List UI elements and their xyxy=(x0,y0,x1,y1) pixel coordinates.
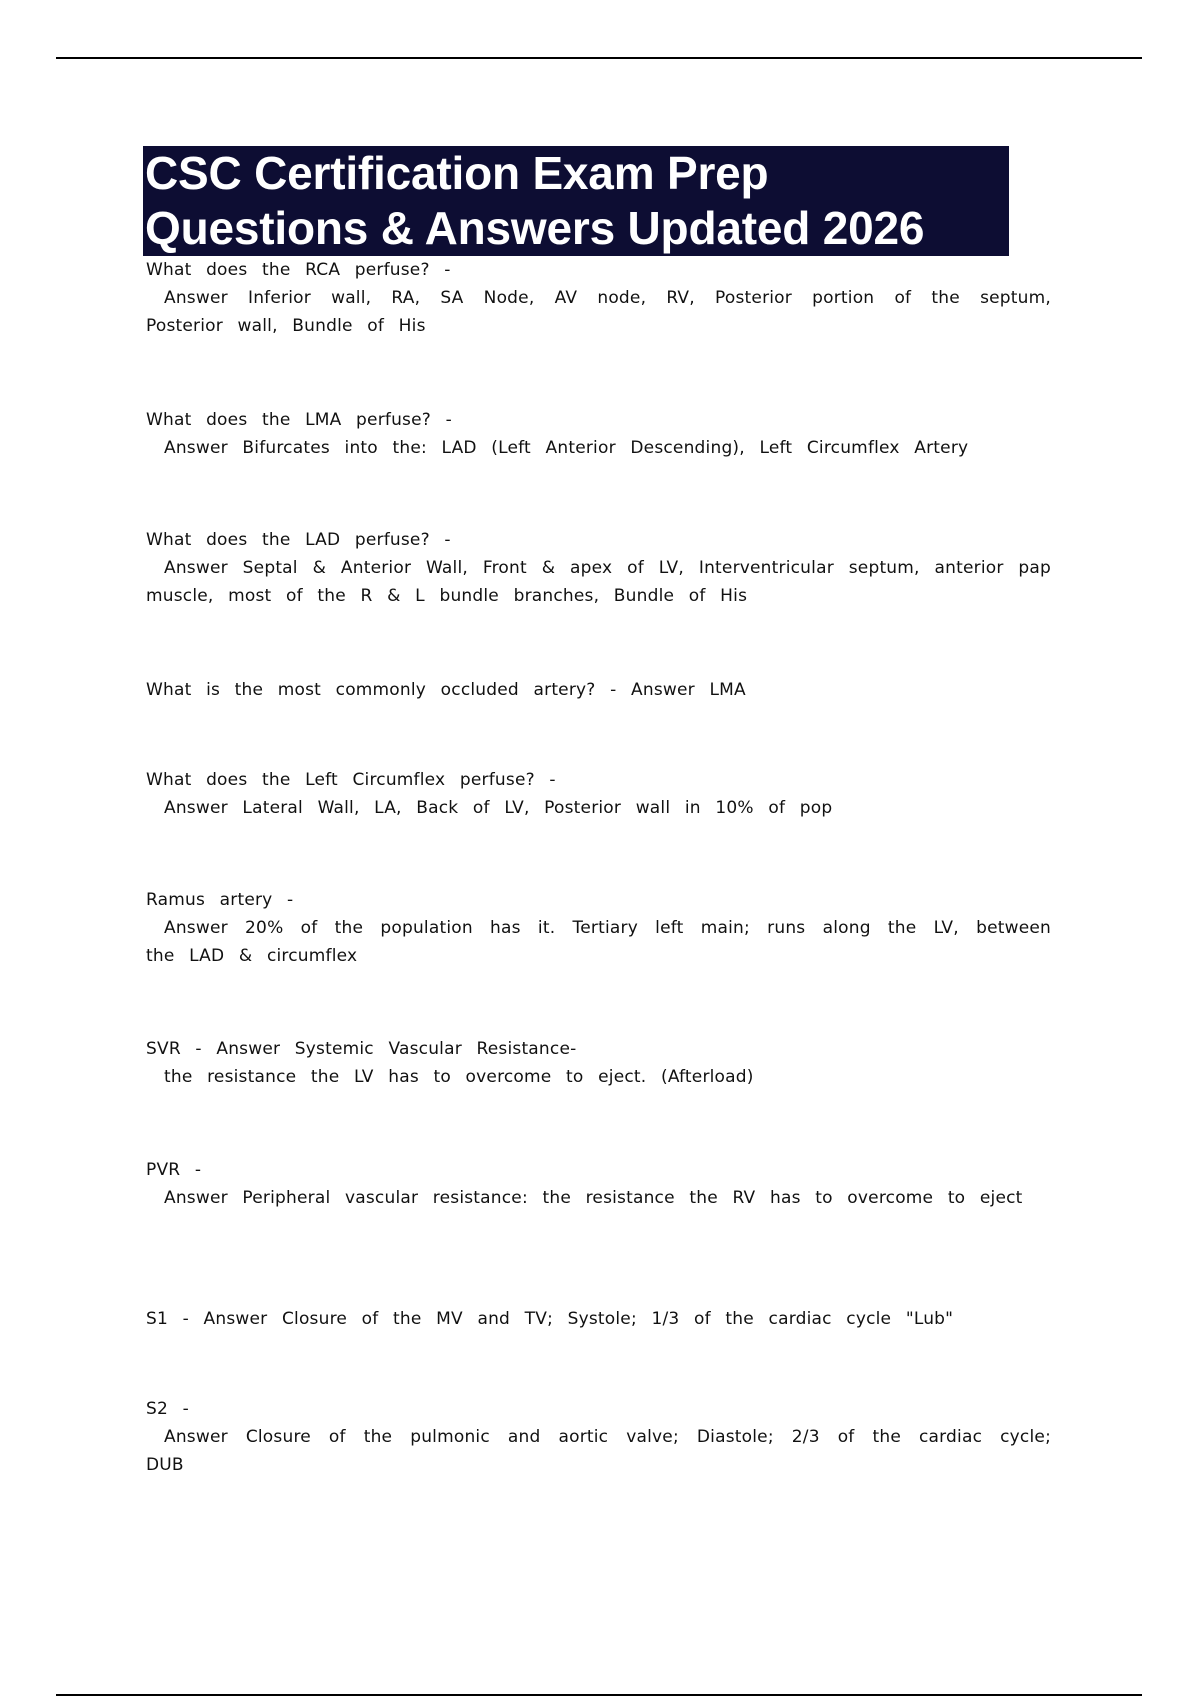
answer-text: the resistance the LV has to overcome to eject. (Afterload) xyxy=(164,1067,754,1087)
question-text: PVR - xyxy=(146,1160,202,1180)
question-text: What does the LAD perfuse? - xyxy=(146,530,451,550)
answer-text: Answer Bifurcates into the: LAD (Left Anterior Descending), Left Circumflex Artery xyxy=(164,438,969,458)
qa-item-occluded-artery xyxy=(146,676,1051,704)
qa-item-svr xyxy=(146,1035,1051,1091)
title-line-2: Questions & Answers Updated 2026 xyxy=(145,202,925,254)
question-text: What does the Left Circumflex perfuse? - xyxy=(146,770,556,790)
answer-text: Answer Peripheral vascular resistance: the resistance the RV has to overcome to eject xyxy=(164,1188,1023,1208)
answer-text: Answer Inferior wall, RA, SA Node, AV node, RV, Posterior portion of the septum, Posterior wall, Bundle of His xyxy=(146,288,1051,336)
question-text: What does the LMA perfuse? - xyxy=(146,410,452,430)
question-text: S1 - Answer Closure of the MV and TV; Systole; 1/3 of the cardiac cycle "Lub" xyxy=(146,1309,954,1329)
answer-text: Answer Closure of the pulmonic and aortic valve; Diastole; 2/3 of the cardiac cycle; DUB xyxy=(146,1427,1051,1475)
qa-item-left-circumflex xyxy=(146,766,1051,822)
answer-text: Answer 20% of the population has it. Tertiary left main; runs along the LV, between the LAD & circumflex xyxy=(146,918,1051,966)
question-text: S2 - xyxy=(146,1399,189,1419)
qa-item-lad xyxy=(146,526,1051,610)
qa-item-rca xyxy=(146,256,1051,340)
document-title xyxy=(143,146,1009,256)
qa-item-s2 xyxy=(146,1395,1051,1479)
qa-item-ramus xyxy=(146,886,1051,970)
qa-item-s1 xyxy=(146,1305,1051,1333)
question-text: SVR - Answer Systemic Vascular Resistance- xyxy=(146,1039,577,1059)
question-text: Ramus artery - xyxy=(146,890,294,910)
qa-item-pvr xyxy=(146,1156,1051,1212)
bottom-rule xyxy=(56,1694,1142,1696)
top-rule xyxy=(56,57,1142,59)
answer-text: Answer Septal & Anterior Wall, Front & apex of LV, Interventricular septum, anterior pap muscle, most of the R & L bundle branches, Bundle of His xyxy=(146,558,1051,606)
title-line-1: CSC Certification Exam Prep xyxy=(145,147,769,199)
question-text: What does the RCA perfuse? - xyxy=(146,260,451,280)
answer-text: Answer Lateral Wall, LA, Back of LV, Posterior wall in 10% of pop xyxy=(164,798,833,818)
qa-item-lma xyxy=(146,406,1051,462)
question-text: What is the most commonly occluded artery? - Answer LMA xyxy=(146,680,746,700)
